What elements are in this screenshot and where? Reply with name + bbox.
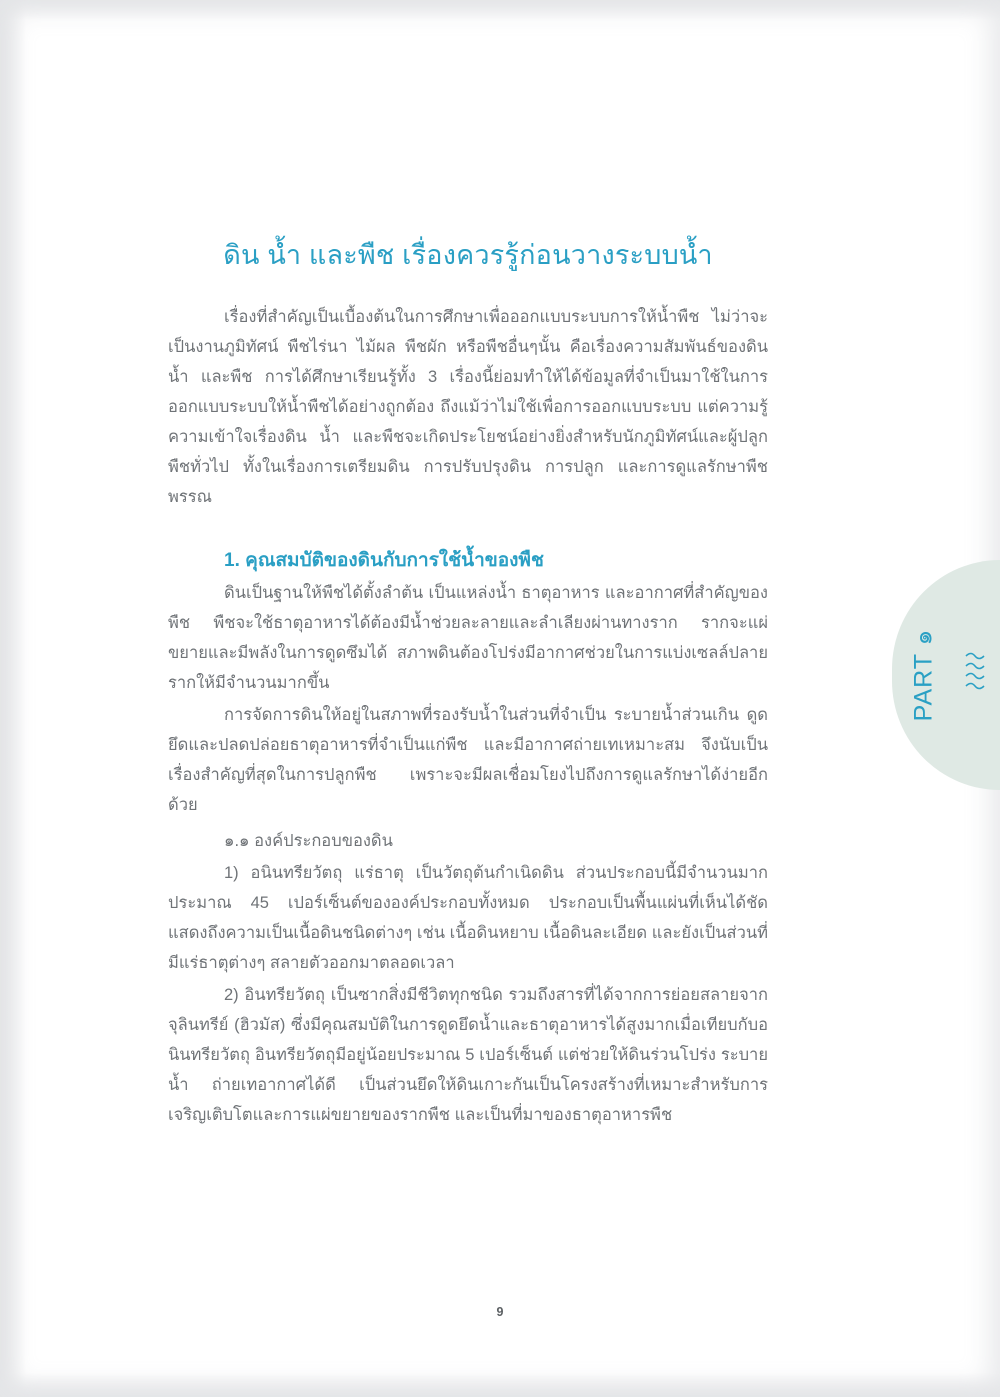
subsection-heading-1-1: ๑.๑ องค์ประกอบของดิน (224, 832, 393, 850)
part-tab (892, 560, 1000, 790)
scan-edge-bottom (0, 1373, 1000, 1397)
page-title: ดิน น้ำ และพืช เรื่องควรรู้ก่อนวางระบบน้ำ (223, 240, 713, 270)
section-1-paragraph-2: การจัดการดินให้อยู่ในสภาพที่รองรับน้ำในส่วนที่จำเป็น ระบายน้ำส่วนเกิน ดูดยึดและปลดปล่อยธาตุอาหารที่จำเป็นแก่พืช และมีอากาศถ่ายเทเหมาะสม จึงนับเป็นเรื่องสำคัญที่สุดในการปลูกพืช เพราะจะมีผลเชื่อมโยงไปถึงการดูแลรักษาได้ง่ายอีกด้วย (168, 706, 768, 814)
scan-edge-top (0, 0, 1000, 20)
section-1-paragraph-1: ดินเป็นฐานให้พืชได้ตั้งลำต้น เป็นแหล่งน้ำ ธาตุอาหาร และอากาศที่สำคัญของพืช พืชจะใช้ธาตุอาหารได้ต้องมีน้ำช่วยละลายและลำเลียงผ่านทางราก รากจะแผ่ขยายและมีพลังในการดูดซึมได้ สภาพดินต้องโปร่งมีอากาศช่วยในการแบ่งเซลล์ปลายรากให้มีจำนวนมากขึ้น (168, 584, 768, 692)
subsection-1-1-item-1: 1) อนินทรียวัตถุ แร่ธาตุ เป็นวัตถุต้นกำเนิดดิน ส่วนประกอบนี้มีจำนวนมากประมาณ 45 เปอร์เซ็นต์ขององค์ประกอบทั้งหมด ประกอบเป็นพื้นแผ่นที่เห็นได้ชัด แสดงถึงความเป็นเนื้อดินชนิดต่างๆ เช่น เนื้อดินหยาบ เนื้อดินละเอียด และยังเป็นส่วนที่มีแร่ธาตุต่างๆ สลายตัวออกมาตลอดเวลา (168, 864, 768, 972)
intro-paragraph: เรื่องที่สำคัญเป็นเบื้องต้นในการศึกษาเพื่อออกแบบระบบการให้น้ำพืช ไม่ว่าจะเป็นงานภูมิทัศน์ พืชไร่นา ไม้ผล พืชผัก หรือพืชอื่นๆนั้น คือเรื่องความสัมพันธ์ของดิน น้ำ และพืช การได้ศึกษาเรียนรู้ทั้ง 3 เรื่องนี้ย่อมทำให้ได้ข้อมูลที่จำเป็นมาใช้ในการออกแบบระบบให้น้ำพืชได้อย่างถูกต้อง ถึงแม้ว่าไม่ใช้เพื่อการออกแบบระบบ แต่ความรู้ความเข้าใจเรื่องดิน น้ำ และพืชจะเกิดประโยชน์อย่างยิ่งสำหรับนักภูมิทัศน์และผู้ปลูกพืชทั่วไป ทั้งในเรื่องการเตรียมดิน การปรับปรุงดิน การปลูก และการดูแลรักษาพืชพรรณ (168, 308, 768, 506)
page-number: 9 (496, 1305, 504, 1319)
section-heading-1: 1. คุณสมบัติของดินกับการใช้น้ำของพืช (224, 550, 544, 571)
wave-lines-icon (964, 650, 986, 700)
part-tab-label: PART ๑ (909, 628, 938, 722)
scan-edge-left (0, 0, 26, 1397)
subsection-1-1-item-2: 2) อินทรียวัตถุ เป็นซากสิ่งมีชีวิตทุกชนิด รวมถึงสารที่ได้จากการย่อยสลายจากจุลินทรีย์ (ฮิวมัส) ซึ่งมีคุณสมบัติในการดูดยึดน้ำและธาตุอาหารได้สูงมากเมื่อเทียบกับอนินทรียวัตถุ อินทรียวัตถุมีอยู่น้อยประมาณ 5 เปอร์เซ็นต์ แต่ช่วยให้ดินร่วนโปร่ง ระบายน้ำ ถ่ายเทอากาศได้ดี เป็นส่วนยึดให้ดินเกาะกันเป็นโครงสร้างที่เหมาะสำหรับการเจริญเติบโตและการแผ่ขยายของรากพืช และเป็นที่มาของธาตุอาหารพืช (168, 986, 768, 1124)
page-content (168, 238, 768, 1132)
